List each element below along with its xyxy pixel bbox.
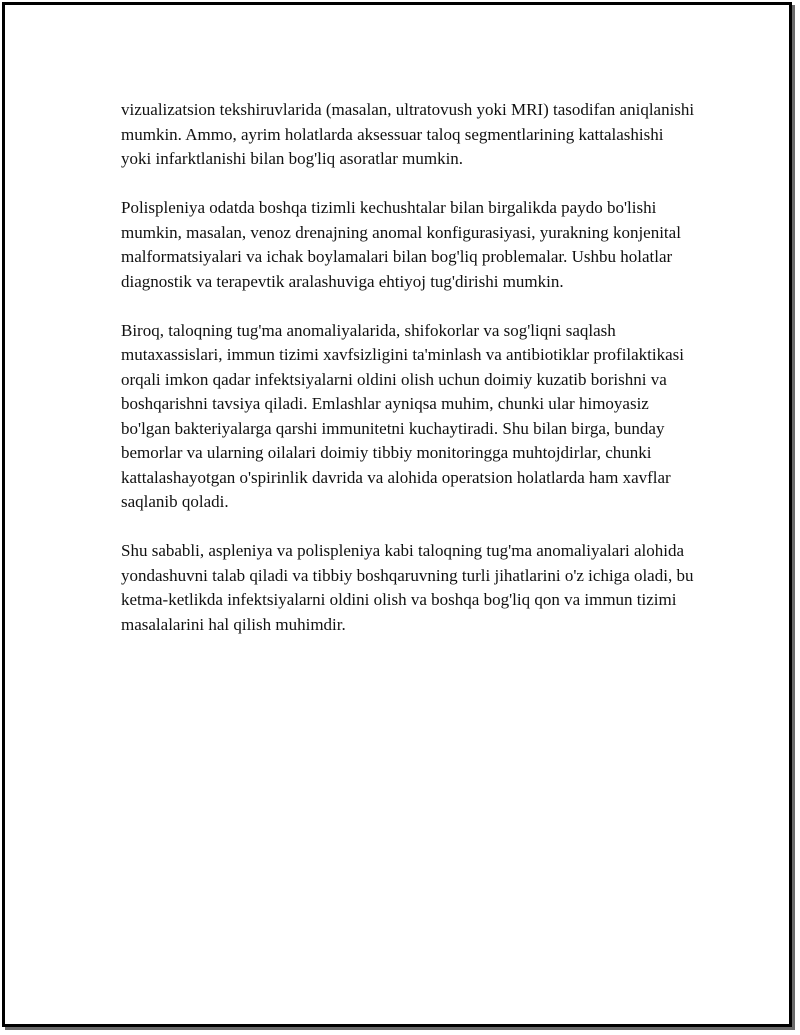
- paragraph-2: Polispleniya odatda boshqa tizimli kechushtalar bilan birgalikda paydo bo'lishi mumkin, masalan, venoz drenajning anomal konfigurasiyasi, yurakning konjenital malformatsiyalari va ichak boylamalari bilan bog'liq problemalar. Ushbu holatlar diagnostik va terapevtik aralashuviga ehtiyoj tug'dirishi mumkin.: [121, 198, 681, 291]
- paragraph-4: Shu sababli, aspleniya va polispleniya kabi taloqning tug'ma anomaliyalari alohida yondashuvni talab qiladi va tibbiy boshqaruvning turli jihatlarini o'z ichiga oladi, bu ketma-ketlikda infektsiyalarni oldini olish va boshqa bog'liq qon va immun tizimi masalalarini hal qilish muhimdir.: [121, 541, 694, 634]
- document-page: [2, 2, 792, 1027]
- document-body: [121, 98, 695, 662]
- paragraph-1: vizualizatsion tekshiruvlarida (masalan, ultratovush yoki MRI) tasodifan aniqlanishi mumkin. Ammo, ayrim holatlarda aksessuar taloq segmentlarining kattalashishi yoki infarktlanishi bilan bog'liq asoratlar mumkin.: [121, 100, 695, 168]
- paragraph-3: Biroq, taloqning tug'ma anomaliyalarida, shifokorlar va sog'liqni saqlash mutaxassislari, immun tizimi xavfsizligini ta'minlash va antibiotiklar profilaktikasi orqali imkon qadar infektsiyalarni oldini olish uchun doimiy kuzatib borishni va boshqarishni tavsiya qiladi. Emlashlar ayniqsa muhim, chunki ular himoyasiz bo'lgan bakteriyalarga qarshi immunitetni kuchaytiradi. Shu bilan birga, bunday bemorlar va ularning oilalari doimiy tibbiy monitoringga muhtojdirlar, chunki kattalashayotgan o'spirinlik davrida va alohida operatsion holatlarda ham xavflar saqlanib qoladi.: [121, 320, 685, 511]
